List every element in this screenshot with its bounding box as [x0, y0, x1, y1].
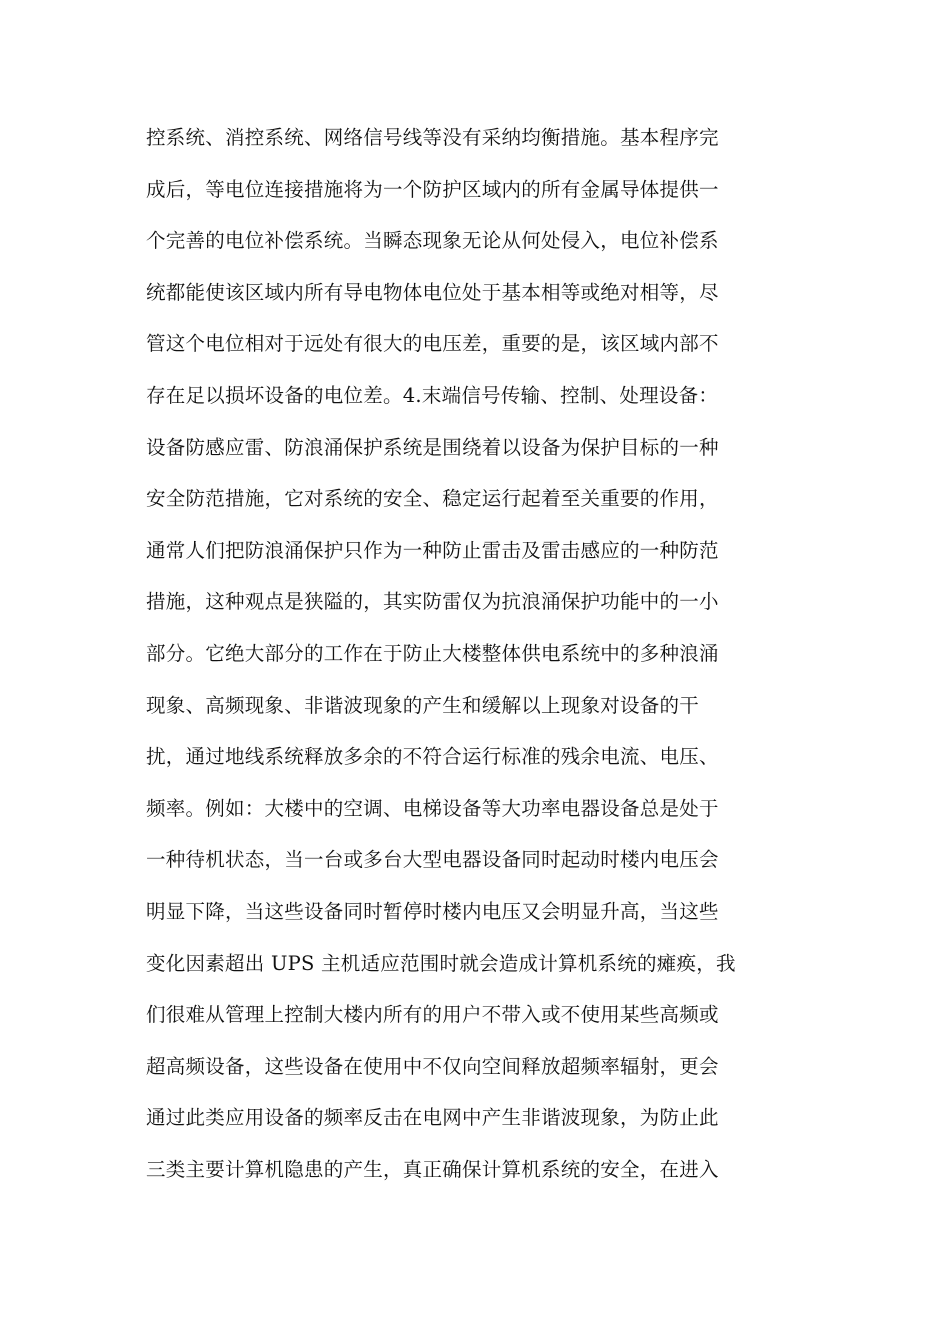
text-line: 扰，通过地线系统释放多余的不符合运行标准的残余电流、电压、: [146, 745, 719, 769]
text-line: 通过此类应用设备的频率反击在电网中产生非谐波现象，为防止此: [146, 1106, 719, 1130]
text-line: 现象、高频现象、非谐波现象的产生和缓解以上现象对设备的干: [146, 693, 700, 717]
text-line: 措施，这种观点是狭隘的，其实防雷仅为抗浪涌保护功能中的一小: [146, 590, 719, 614]
body-text: [146, 118, 806, 1201]
text-line: 安全防范措施，它对系统的安全、稳定运行起着至关重要的作用，: [146, 487, 719, 511]
text-line: 通常人们把防浪涌保护只作为一种防止雷击及雷击感应的一种防范: [146, 538, 719, 562]
text-line: 们很难从管理上控制大楼内所有的用户不带入或不使用某些高频或: [146, 1003, 719, 1027]
text-line: 控系统、消控系统、网络信号线等没有采纳均衡措施。基本程序完: [146, 126, 719, 149]
text-line: 个完善的电位补偿系统。当瞬态现象无论从何处侵入，电位补偿系: [146, 229, 719, 253]
text-line: 明显下降，当这些设备同时暂停时楼内电压又会明显升高，当这些: [146, 899, 719, 923]
text-line: 三类主要计算机隐患的产生，真正确保计算机系统的安全，在进入: [146, 1157, 719, 1181]
text-line: 超高频设备，这些设备在使用中不仅向空间释放超频率辐射，更会: [146, 1054, 719, 1078]
text-line: 管这个电位相对于远处有很大的电压差，重要的是，该区域内部不: [146, 332, 719, 356]
text-line: 频率。例如：大楼中的空调、电梯设备等大功率电器设备总是处于: [146, 796, 719, 820]
text-line: 变化因素超出 UPS 主机适应范围时就会造成计算机系统的瘫痪，我: [146, 951, 736, 975]
text-line: 设备防感应雷、防浪涌保护系统是围绕着以设备为保护目标的一种: [146, 435, 719, 459]
text-line: 存在足以损坏设备的电位差。4.末端信号传输、控制、处理设备：: [146, 383, 719, 407]
text-line: 统都能使该区域内所有导电物体电位处于基本相等或绝对相等，尽: [146, 280, 719, 304]
text-line: 部分。它绝大部分的工作在于防止大楼整体供电系统中的多种浪涌: [146, 641, 719, 665]
text-line: 成后，等电位连接措施将为一个防护区域内的所有金属导体提供一: [146, 177, 719, 201]
text-line: 一种待机状态，当一台或多台大型电器设备同时起动时楼内电压会: [146, 848, 719, 872]
